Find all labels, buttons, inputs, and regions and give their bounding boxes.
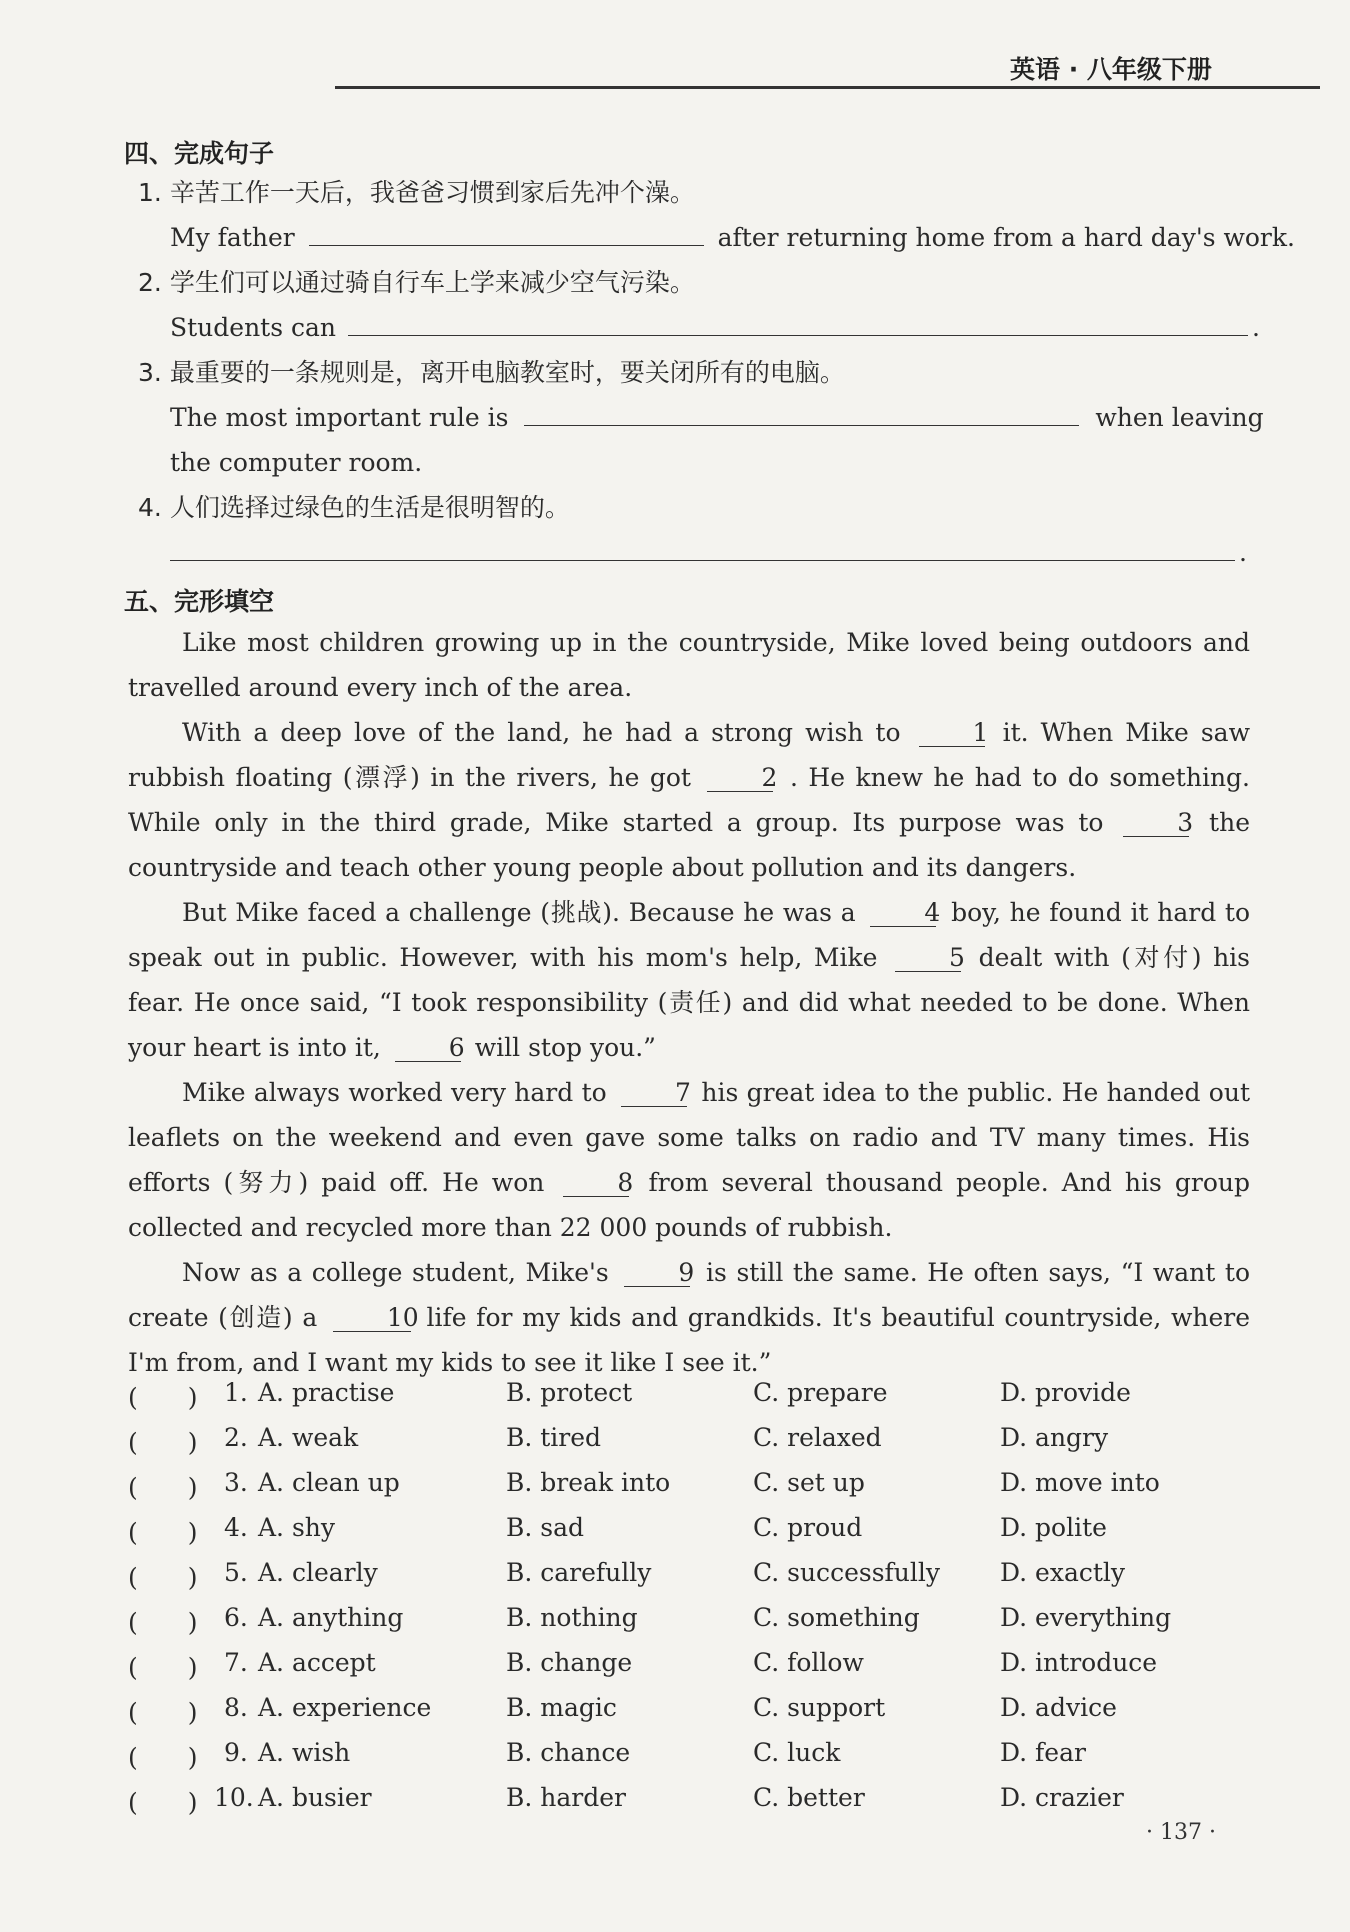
cloze-blank-10[interactable]: 10	[333, 1305, 411, 1332]
cloze-text: . He knew he had to do something. While only in the third grade, Mike started a group. Its purpose was to	[128, 763, 1251, 837]
option-d[interactable]: D. move into	[1000, 1468, 1160, 1497]
s4-item3-continuation: the computer room.	[170, 448, 423, 477]
s4-item3-english	[170, 403, 1264, 433]
s4-item3-prefix: The most important rule is	[170, 403, 509, 432]
option-a[interactable]: A. anything	[258, 1603, 404, 1632]
s4-item3-chinese	[138, 358, 845, 388]
question-row	[128, 1603, 1228, 1639]
s4-item1-text: 辛苦工作一天后，我爸爸习惯到家后先冲个澡。	[169, 178, 695, 207]
cloze-text: will stop you.”	[474, 1033, 656, 1062]
cloze-blank-1[interactable]: 1	[919, 720, 985, 747]
s4-item4-number: 4.	[138, 493, 162, 522]
option-c[interactable]: C. luck	[753, 1738, 841, 1767]
s4-item1-chinese	[138, 178, 695, 208]
answer-bracket[interactable]: ( )	[128, 1383, 198, 1412]
question-row	[128, 1513, 1228, 1549]
cloze-paragraph	[128, 1070, 1250, 1250]
option-d[interactable]: D. polite	[1000, 1513, 1107, 1542]
s4-item1-english	[170, 223, 1295, 253]
cloze-passage	[128, 620, 1250, 1385]
s4-item3-suffix: when leaving	[1095, 403, 1264, 432]
header-title: 英语 · 八年级下册	[1010, 55, 1212, 84]
cloze-blank-2[interactable]: 2	[707, 765, 773, 792]
s4-item2-english	[170, 313, 1260, 343]
option-d[interactable]: D. angry	[1000, 1423, 1109, 1452]
option-c[interactable]: C. better	[753, 1783, 865, 1812]
cloze-text: Like most children growing up in the countryside, Mike loved being outdoors and travelled around every inch of the area.	[128, 628, 1250, 702]
s4-item4-chinese	[138, 493, 570, 523]
question-row	[128, 1558, 1228, 1594]
s4-item1-prefix: My father	[170, 223, 295, 252]
cloze-paragraph	[128, 890, 1250, 1070]
cloze-text: But Mike faced a challenge (挑战). Because he was a	[182, 898, 856, 927]
cloze-blank-3[interactable]: 3	[1123, 810, 1189, 837]
s4-item1-blank[interactable]	[309, 223, 704, 246]
header-rule	[335, 86, 1320, 89]
question-number: 5.	[224, 1558, 248, 1587]
option-d[interactable]: D. provide	[1000, 1378, 1131, 1407]
option-b[interactable]: B. carefully	[506, 1558, 652, 1587]
question-row	[128, 1423, 1228, 1459]
s4-item2-text: 学生们可以通过骑自行车上学来减少空气污染。	[169, 268, 695, 297]
option-a[interactable]: A. clean up	[258, 1468, 400, 1497]
question-row	[128, 1738, 1228, 1774]
answer-bracket[interactable]: ( )	[128, 1698, 198, 1727]
cloze-text: boy, he found it hard to speak out in public. However, with his mom's help, Mike	[128, 898, 1251, 972]
option-b[interactable]: B. chance	[506, 1738, 631, 1767]
s4-item3-blank[interactable]	[524, 403, 1079, 426]
cloze-text: Mike always worked very hard to	[182, 1078, 607, 1107]
option-c[interactable]: C. support	[753, 1693, 886, 1722]
option-a[interactable]: A. clearly	[258, 1558, 378, 1587]
cloze-text: is still the same. He often says, “I want to create (创造) a	[128, 1258, 1250, 1332]
question-row	[128, 1693, 1228, 1729]
option-d[interactable]: D. introduce	[1000, 1648, 1158, 1677]
s4-item4-blank[interactable]	[170, 538, 1235, 561]
question-number: 10.	[214, 1783, 254, 1812]
option-b[interactable]: B. protect	[506, 1378, 633, 1407]
option-b[interactable]: B. tired	[506, 1423, 602, 1452]
cloze-paragraph	[128, 1250, 1250, 1385]
option-b[interactable]: B. harder	[506, 1783, 626, 1812]
answer-bracket[interactable]: ( )	[128, 1563, 198, 1592]
option-d[interactable]: D. fear	[1000, 1738, 1086, 1767]
option-c[interactable]: C. set up	[753, 1468, 865, 1497]
option-c[interactable]: C. relaxed	[753, 1423, 882, 1452]
option-a[interactable]: A. wish	[258, 1738, 351, 1767]
cloze-text: it. When Mike saw rubbish floating (漂浮) in the rivers, he got	[128, 718, 1250, 792]
s4-item4-text: 人们选择过绿色的生活是很明智的。	[169, 493, 570, 522]
cloze-blank-5[interactable]: 5	[895, 945, 961, 972]
s4-item2-suffix: .	[1251, 313, 1260, 342]
cloze-paragraph	[128, 620, 1250, 710]
question-number: 3.	[224, 1468, 248, 1497]
option-b[interactable]: B. sad	[506, 1513, 585, 1542]
answer-bracket[interactable]: ( )	[128, 1788, 198, 1817]
option-c[interactable]: C. follow	[753, 1648, 864, 1677]
option-c[interactable]: C. proud	[753, 1513, 863, 1542]
question-number: 7.	[224, 1648, 248, 1677]
s4-item2-blank[interactable]	[348, 313, 1248, 336]
cloze-blank-8[interactable]: 8	[563, 1170, 629, 1197]
option-c[interactable]: C. successfully	[753, 1558, 940, 1587]
option-d[interactable]: D. advice	[1000, 1693, 1117, 1722]
option-d[interactable]: D. everything	[1000, 1603, 1172, 1632]
cloze-text: the countryside and teach other young people about pollution and its dangers.	[128, 808, 1250, 882]
option-b[interactable]: B. nothing	[506, 1603, 638, 1632]
option-c[interactable]: C. something	[753, 1603, 920, 1632]
option-a[interactable]: A. weak	[258, 1423, 359, 1452]
cloze-text: his great idea to the public. He handed out leaflets on the weekend and even gave some talks on radio and TV many times. His efforts (努力) paid off. He won	[128, 1078, 1251, 1197]
answer-bracket[interactable]: ( )	[128, 1518, 198, 1547]
section5-title: 五、完形填空	[124, 587, 275, 616]
cloze-text: life for my kids and grandkids. It's beautiful countryside, where I'm from, and I want my kids to see it like I see it.”	[128, 1303, 1251, 1377]
option-d[interactable]: D. crazier	[1000, 1783, 1124, 1812]
cloze-paragraph	[128, 710, 1250, 890]
option-b[interactable]: B. change	[506, 1648, 633, 1677]
cloze-blank-6[interactable]: 6	[395, 1035, 461, 1062]
question-row	[128, 1648, 1228, 1684]
option-a[interactable]: A. experience	[258, 1693, 432, 1722]
answer-bracket[interactable]: ( )	[128, 1473, 198, 1502]
s4-item2-prefix: Students can	[170, 313, 337, 342]
option-c[interactable]: C. prepare	[753, 1378, 888, 1407]
answer-bracket[interactable]: ( )	[128, 1743, 198, 1772]
cloze-text: from several thousand people. And his group collected and recycled more than 22 000 pounds of rubbish.	[128, 1168, 1250, 1242]
cloze-text: dealt with (对付) his fear. He once said, “I took responsibility (责任) and did what needed to be done. When your heart is into it,	[128, 943, 1250, 1062]
question-number: 4.	[224, 1513, 248, 1542]
option-b[interactable]: B. break into	[506, 1468, 671, 1497]
question-number: 6.	[224, 1603, 248, 1632]
s4-item3-number: 3.	[138, 358, 162, 387]
s4-item1-suffix: after returning home from a hard day's work.	[717, 223, 1295, 252]
cloze-text: Now as a college student, Mike's	[182, 1258, 609, 1287]
s4-item2-number: 2.	[138, 268, 162, 297]
option-d[interactable]: D. exactly	[1000, 1558, 1126, 1587]
option-a[interactable]: A. accept	[258, 1648, 376, 1677]
answer-bracket[interactable]: ( )	[128, 1653, 198, 1682]
s4-item1-number: 1.	[138, 178, 162, 207]
cloze-blank-9[interactable]: 9	[624, 1260, 690, 1287]
option-a[interactable]: A. shy	[258, 1513, 336, 1542]
page-number: · 137 ·	[1146, 1820, 1216, 1845]
question-number: 9.	[224, 1738, 248, 1767]
option-a[interactable]: A. busier	[258, 1783, 372, 1812]
cloze-text: With a deep love of the land, he had a strong wish to	[182, 718, 901, 747]
question-number: 8.	[224, 1693, 248, 1722]
s4-item3-text: 最重要的一条规则是，离开电脑教室时，要关闭所有的电脑。	[169, 358, 845, 387]
question-row	[128, 1378, 1228, 1414]
cloze-blank-4[interactable]: 4	[870, 900, 936, 927]
question-number: 2.	[224, 1423, 248, 1452]
s4-item4-english	[170, 538, 1247, 568]
s4-item4-suffix: .	[1239, 538, 1247, 567]
answer-bracket[interactable]: ( )	[128, 1608, 198, 1637]
s4-item2-chinese	[138, 268, 695, 298]
answer-bracket[interactable]: ( )	[128, 1428, 198, 1457]
question-number: 1.	[224, 1378, 248, 1407]
section4-title: 四、完成句子	[124, 139, 275, 168]
option-a[interactable]: A. practise	[258, 1378, 395, 1407]
cloze-blank-7[interactable]: 7	[621, 1080, 687, 1107]
option-b[interactable]: B. magic	[506, 1693, 617, 1722]
question-row	[128, 1783, 1228, 1819]
question-row	[128, 1468, 1228, 1504]
